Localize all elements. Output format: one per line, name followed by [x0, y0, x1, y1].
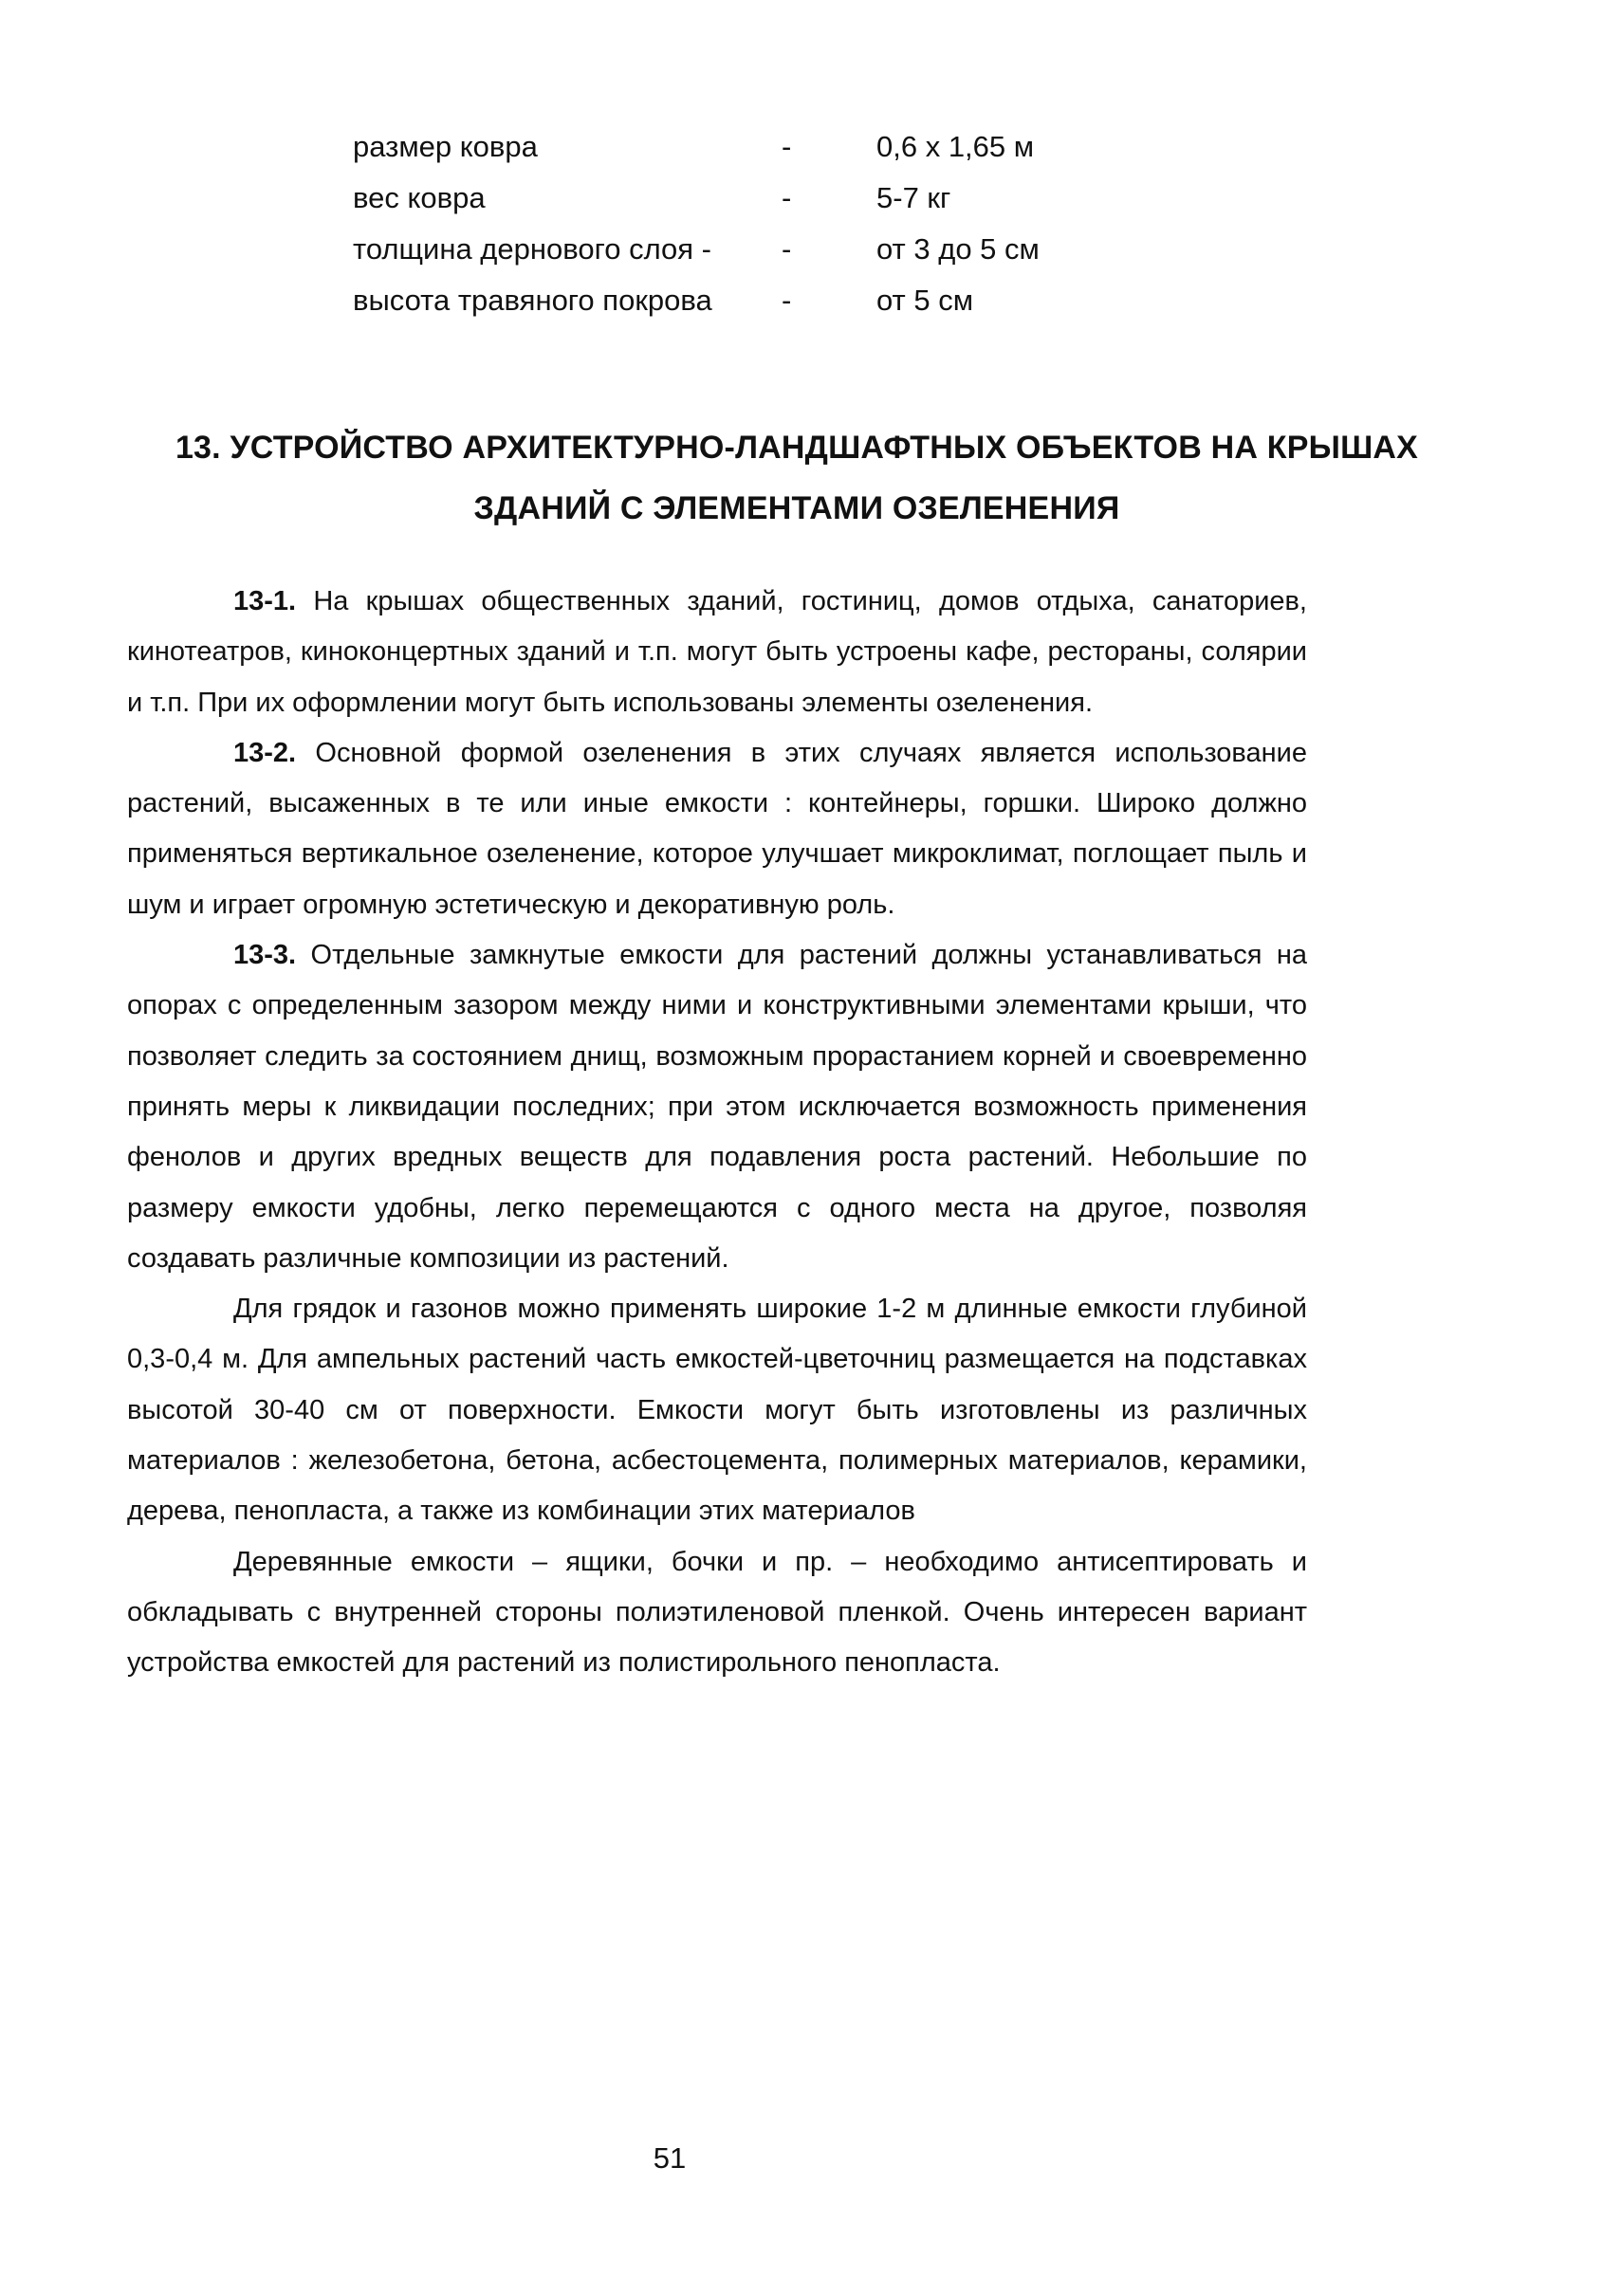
spec-dash: - — [782, 232, 792, 266]
spec-label: толщина дернового слоя - — [353, 232, 711, 266]
section-heading-line: 13. УСТРОЙСТВО АРХИТЕКТУРНО-ЛАНДШАФТНЫХ ОБЪЕКТОВ НА КРЫШАХ — [175, 430, 1419, 466]
paragraph — [127, 577, 1307, 728]
spec-value: от 3 до 5 см — [876, 232, 1040, 266]
spec-dash: - — [782, 181, 792, 214]
spec-dash: - — [782, 130, 792, 163]
spec-value: от 5 см — [876, 284, 974, 317]
spec-row — [353, 224, 1112, 275]
spec-value: 0,6 x 1,65 м — [876, 130, 1035, 163]
paragraph-number: 13-2. — [233, 737, 297, 768]
paragraph-number: 13-1. — [233, 586, 297, 616]
spec-dash: - — [782, 284, 792, 317]
section-heading-line: ЗДАНИЙ С ЭЛЕМЕНТАМИ ОЗЕЛЕНЕНИЯ — [473, 490, 1120, 526]
spec-label: высота травяного покрова — [353, 284, 712, 317]
spec-row — [353, 275, 1112, 326]
paragraph-text: Основной формой озеленения в этих случаях является использование растений, высаженных в те или иные емкости : контейнеры, горшки. Широко должно применяться вертикальное озеленение, которое улучшает микроклимат, поглощает пыль и шум и играет огромную эстетическую и декоративную роль. — [127, 737, 1307, 920]
paragraph — [127, 1537, 1307, 1689]
paragraph-text: Для грядок и газонов можно применять широкие 1-2 м длинные емкости глубиной 0,3-0,4 м. Для ампельных растений часть емкостей-цветочниц размещается на подставках высотой 30-40 см от поверхности. Емкости могут быть изготовлены из различных материалов : железобетона, бетона, асбестоцемента, полимерных материалов, керамики, дерева, пенопласта, а также из комбинации этих материалов — [127, 1294, 1307, 1527]
paragraph-text: Деревянные емкости – ящики, бочки и пр. – необходимо антисептировать и обкладывать с внутренней стороны полиэтиленовой пленкой. Очень интересен вариант устройства емкостей для растений из полистирольного пенопласта. — [127, 1546, 1307, 1679]
paragraph-text: Отдельные замкнутые емкости для растений должны устанавливаться на опорах с определенным зазором между ними и конструктивными элементами крыши, что позволяет следить за состоянием днищ, возможным прорастанием корней и своевременно принять меры к ликвидации последних; при этом исключается возможность применения фенолов и других вредных веществ для подавления роста растений. Небольшие по размеру емкости удобны, легко перемещаются с одного места на другое, позволяя создавать различные композиции из растений. — [127, 940, 1307, 1274]
paragraph — [127, 728, 1307, 930]
spec-label: размер ковра — [353, 130, 538, 163]
spec-value: 5-7 кг — [876, 181, 951, 214]
body-text — [127, 577, 1307, 1689]
section-heading — [114, 417, 1480, 539]
spec-table — [353, 121, 1112, 326]
paragraph — [127, 930, 1307, 1284]
spec-row — [353, 173, 1112, 224]
spec-row — [353, 121, 1112, 173]
page-number: 51 — [653, 2141, 687, 2175]
paragraph — [127, 1284, 1307, 1536]
paragraph-text: На крышах общественных зданий, гостиниц, домов отдыха, санаториев, кинотеатров, киноконцертных зданий и т.п. могут быть устроены кафе, рестораны, солярии и т.п. При их оформлении могут быть использованы элементы озеленения. — [127, 586, 1307, 718]
paragraph-number: 13-3. — [233, 940, 297, 971]
spec-label: вес ковра — [353, 181, 486, 214]
